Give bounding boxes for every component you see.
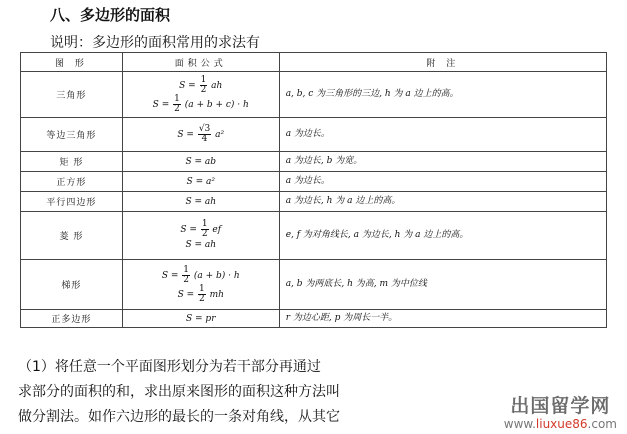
formula-line — [129, 313, 273, 325]
formula-line — [129, 266, 273, 285]
fraction-numerator: 1 — [200, 74, 207, 85]
fraction — [201, 220, 209, 239]
fraction-denominator: 2 — [200, 84, 207, 95]
watermark-url-highlight: liuxue86 — [535, 417, 588, 431]
fraction — [173, 95, 181, 114]
header-shape: 图 形 — [21, 53, 123, 72]
table-row — [21, 192, 607, 212]
watermark-url — [504, 417, 617, 431]
intro-text: 说明：多边形的面积常用的求法有 — [50, 35, 260, 51]
shape-name: 等边三角形 — [21, 118, 123, 152]
formula-lhs: S = ab — [185, 156, 217, 167]
formula-note: a 为边长, b 为宽。 — [279, 152, 606, 172]
formula-line — [129, 196, 273, 208]
formula-line — [129, 95, 273, 114]
table-row — [21, 260, 607, 310]
formula-rhs: mh — [206, 289, 224, 300]
formula-line — [129, 239, 273, 251]
area-formula — [122, 260, 279, 310]
shape-name: 正多边形 — [21, 310, 123, 328]
area-formula — [122, 152, 279, 172]
formula-note: a, b 为两底长, h 为高, m 为中位线 — [279, 260, 606, 310]
formula-lhs: S = pr — [186, 313, 216, 324]
paragraph-line-3: 做分割法。如作六边形的最长的一条对角线，从其它 — [18, 409, 340, 425]
paragraph-line-2: 求部分的面积的和，求出原来图形的面积这种方法叫 — [18, 384, 340, 400]
fraction-numerator: 1 — [199, 283, 205, 294]
watermark-url-suffix: .com — [587, 417, 617, 431]
watermark-title: 出国留学网 — [510, 395, 611, 417]
section-heading: 八、多边形的面积 — [50, 6, 171, 24]
site-watermark — [504, 395, 617, 431]
table-row — [21, 172, 607, 192]
fraction-denominator: 2 — [183, 274, 189, 285]
formula-lhs: S = — [152, 99, 173, 110]
formula-lhs: S = ah — [185, 196, 217, 207]
formula-rhs: a² — [212, 130, 225, 140]
table-row — [21, 212, 607, 260]
formula-rhs: ah — [208, 80, 223, 91]
table-row — [21, 72, 607, 118]
fraction-denominator: 2 — [174, 103, 180, 114]
table-header-row — [21, 53, 607, 72]
table-row — [21, 152, 607, 172]
formula-note: a 为边长, h 为 a 边上的高。 — [279, 192, 606, 212]
header-formula: 面积公式 — [122, 53, 279, 72]
shape-name: 矩 形 — [21, 152, 123, 172]
table-row — [21, 118, 607, 152]
formula-line — [129, 156, 273, 168]
formula-line — [129, 220, 273, 239]
fraction — [198, 285, 206, 304]
area-formula — [122, 212, 279, 260]
formula-rhs: (a + b) · h — [191, 270, 240, 281]
area-formula — [122, 118, 279, 152]
formula-note: a 为边长。 — [279, 172, 606, 192]
formula-note: e, f 为对角线长, a 为边长, h 为 a 边上的高。 — [279, 212, 606, 260]
formula-note: a, b, c 为三角形的三边, h 为 a 边上的高。 — [279, 72, 606, 118]
formula-lhs: S = a² — [186, 176, 215, 187]
formula-line — [129, 285, 273, 304]
watermark-url-prefix: www. — [503, 417, 536, 431]
area-formula-table — [20, 52, 607, 328]
fraction-numerator: 1 — [183, 264, 189, 275]
formula-lhs: S = — [180, 225, 200, 235]
area-formula — [122, 310, 279, 328]
formula-line — [129, 76, 273, 95]
formula-note: r 为边心距, p 为周长一半。 — [279, 310, 606, 328]
fraction-denominator: 2 — [201, 229, 208, 239]
formula-lhs: S = — [177, 130, 197, 140]
formula-rhs: (a + b + c) · h — [181, 99, 249, 110]
formula-lhs: S = ah — [185, 240, 217, 250]
shape-name: 三角形 — [21, 72, 123, 118]
paragraph-line-1: （1）将任意一个平面图形划分为若干部分再通过 — [18, 359, 321, 375]
fraction-denominator: 4 — [201, 134, 208, 144]
formula-lhs: S = — [177, 289, 197, 300]
fraction — [182, 266, 190, 285]
formula-note: a 为边长。 — [279, 118, 606, 152]
header-note: 附 注 — [279, 53, 606, 72]
fraction-numerator: √3 — [198, 124, 211, 134]
shape-name: 正方形 — [21, 172, 123, 192]
formula-line — [129, 176, 273, 188]
fraction — [198, 125, 211, 144]
formula-line — [129, 125, 273, 144]
table-row — [21, 310, 607, 328]
fraction-denominator: 2 — [199, 293, 205, 304]
fraction-numerator: 1 — [201, 219, 208, 229]
formula-lhs: S = — [161, 270, 182, 281]
area-formula — [122, 72, 279, 118]
fraction-numerator: 1 — [174, 93, 180, 104]
shape-name: 平行四边形 — [21, 192, 123, 212]
shape-name: 梯形 — [21, 260, 123, 310]
fraction — [200, 76, 208, 95]
formula-lhs: S = — [179, 80, 199, 91]
formula-rhs: ef — [209, 225, 222, 235]
area-formula — [122, 192, 279, 212]
shape-name: 菱 形 — [21, 212, 123, 260]
area-formula — [122, 172, 279, 192]
